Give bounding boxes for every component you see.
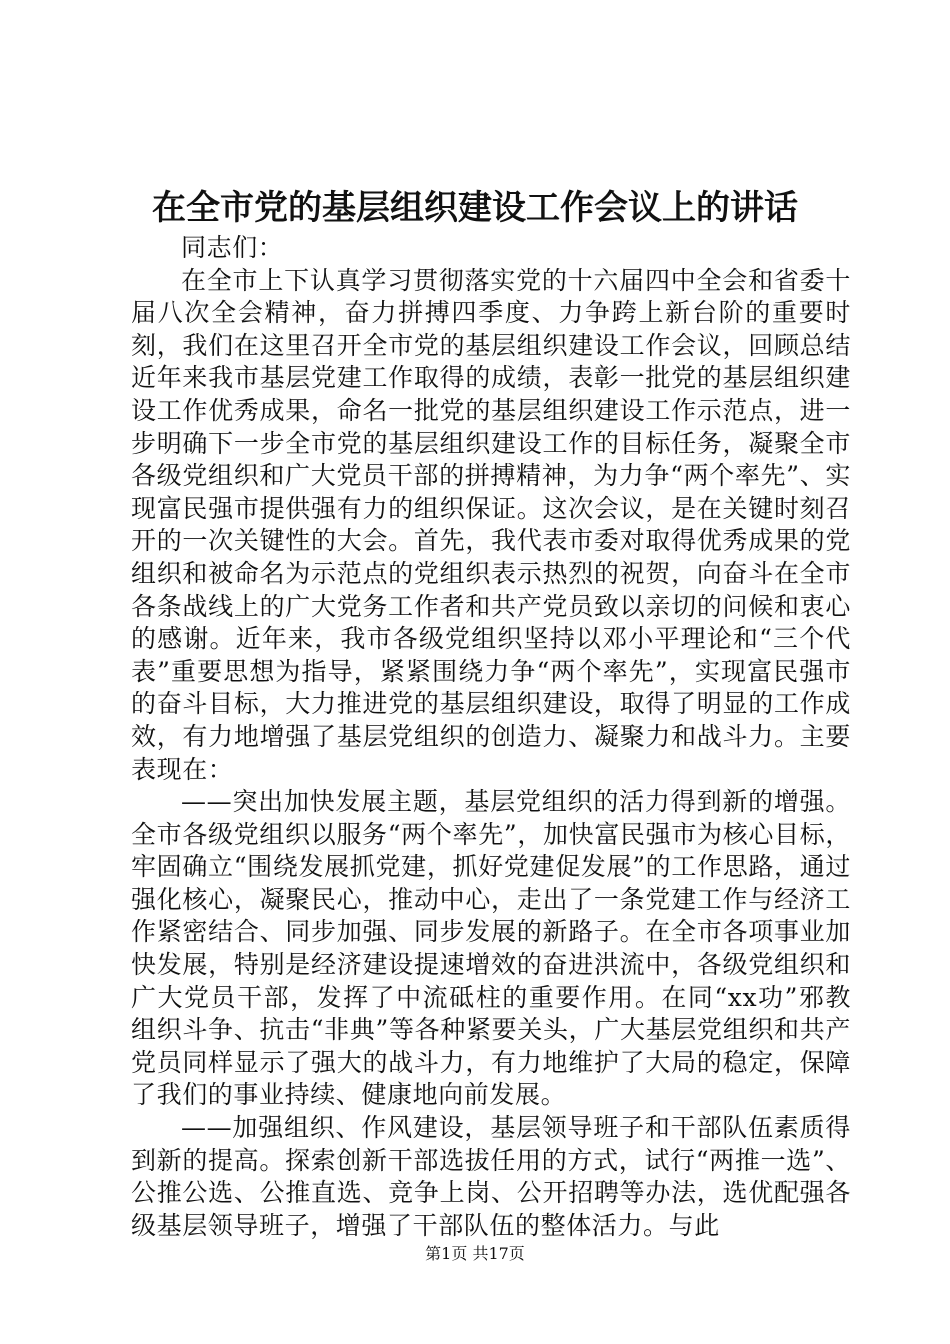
body-paragraph: ——加强组织、作风建设，基层领导班子和干部队伍素质得到新的提高。探索创新干部选拔任用的方式，试行“两推一选”、公推公选、公推直选、竞争上岗、公开招聘等办法，选优配强各级基层领导班子，增强了干部队伍的整体活力。与此 [131, 1113, 851, 1240]
document-body [131, 232, 851, 1242]
page-number-footer: 第1页 共17页 [425, 1244, 525, 1263]
document-title: 在全市党的基层组织建设工作会议上的讲话 [152, 188, 798, 228]
salutation: 同志们： [181, 233, 284, 262]
body-paragraph: ——突出加快发展主题，基层党组织的活力得到新的增强。全市各级党组织以服务“两个率先”，加快富民强市为核心目标，牢固确立“围绕发展抓党建，抓好党建促发展”的工作思路，通过强化核心，凝聚民心，推动中心，走出了一条党建工作与经济工作紧密结合、同步加强、同步发展的新路子。在全市各项事业加快发展，特别是经济建设提速增效的奋进洪流中，各级党组织和广大党员干部，发挥了中流砥柱的重要作用。在同“xx功”邪教组织斗争、抗击“非典”等各种紧要关头，广大基层党组织和共产党员同样显示了强大的战斗力，有力地维护了大局的稳定，保障了我们的事业持续、健康地向前发展。 [131, 787, 851, 1110]
body-paragraph: 在全市上下认真学习贯彻落实党的十六届四中全会和省委十届八次全会精神，奋力拼搏四季度、力争跨上新台阶的重要时刻，我们在这里召开全市党的基层组织建设工作会议，回顾总结近年来我市基层党建工作取得的成绩，表彰一批党的基层组织建设工作优秀成果，命名一批党的基层组织建设工作示范点，进一步明确下一步全市党的基层组织建设工作的目标任务，凝聚全市各级党组织和广大党员干部的拼搏精神，为力争“两个率先”、实现富民强市提供强有力的组织保证。这次会议，是在关键时刻召开的一次关键性的大会。首先，我代表市委对取得优秀成果的党组织和被命名为示范点的党组织表示热烈的祝贺，向奋斗在全市各条战线上的广大党务工作者和共产党员致以亲切的问候和衷心的感谢。近年来，我市各级党组织坚持以邓小平理论和“三个代表”重要思想为指导，紧紧围绕力争“两个率先”，实现富民强市的奋斗目标，大力推进党的基层组织建设，取得了明显的工作成效，有力地增强了基层党组织的创造力、凝聚力和战斗力。主要表现在： [131, 265, 851, 784]
